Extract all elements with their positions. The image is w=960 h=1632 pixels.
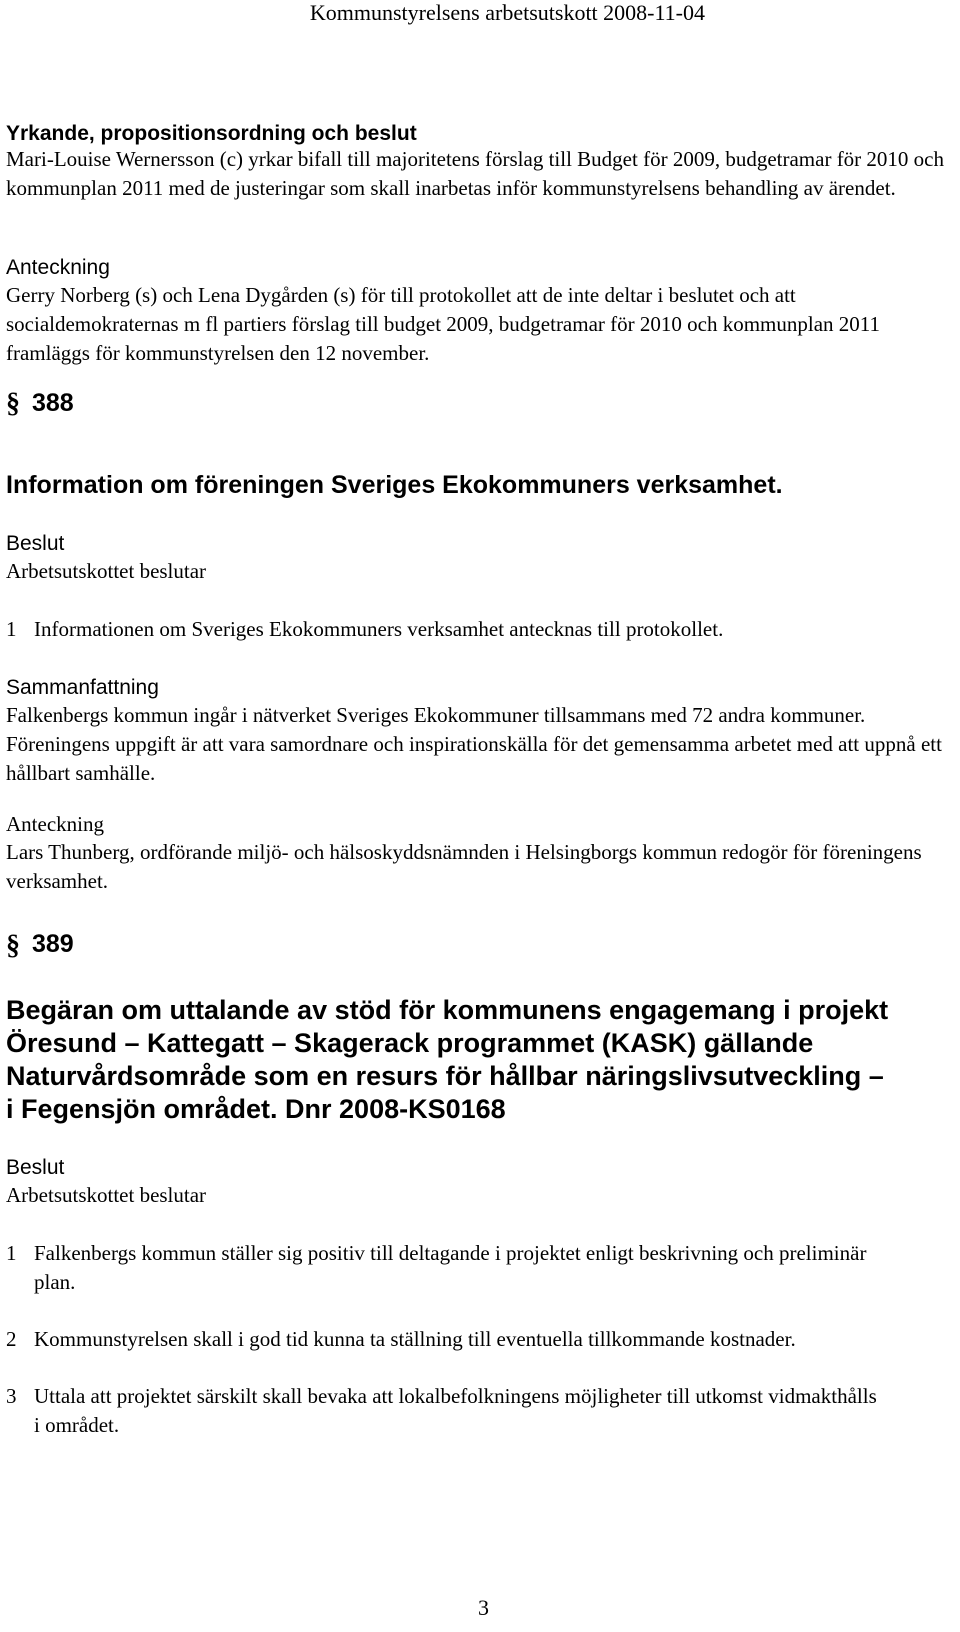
decision-item (6, 615, 954, 644)
decision-text: Kommunstyrelsen skall i god tid kunna ta ställning till eventuella tillkommande kostnader. (34, 1327, 796, 1351)
paragraph-title-389 (6, 994, 954, 1126)
title-line: i Fegensjön området. Dnr 2008-KS0168 (6, 1094, 506, 1124)
yrkande-heading: Yrkande, propositionsordning och beslut (6, 122, 417, 145)
beslut-intro-389: Arbetsutskottet beslutar (6, 1183, 207, 1207)
beslut-heading-389: Beslut (6, 1156, 65, 1179)
title-line: Begäran om uttalande av stöd för kommunens engagemang i projekt (6, 995, 889, 1025)
decision-number: 1 (6, 617, 17, 641)
anteckning-text: Gerry Norberg (s) och Lena Dygården (s) för till protokollet att de inte deltar i beslutet och att socialdemokraternas m fl partiers förslag till budget 2009, budgetramar för 2010 och kommunplan 2011 framläggs för kommunstyrelsen den 12 november. (6, 283, 881, 365)
anteckning-heading-388: Anteckning (6, 812, 104, 836)
decision-text: Informationen om Sveriges Ekokommuners verksamhet antecknas till protokollet. (34, 617, 724, 641)
sammanfattning-text: Falkenbergs kommun ingår i nätverket Sveriges Ekokommuner tillsammans med 72 andra kommuner. Föreningens uppgift är att vara samordnare och inspirationskälla för det gemensamma arbetet med att uppnå ett hållbart samhälle. (6, 703, 942, 785)
decision-text: Uttala att projektet särskilt skall bevaka att lokalbefolkningens möjligheter till utkomst vidmakthålls i området. (34, 1384, 877, 1437)
beslut-intro-388: Arbetsutskottet beslutar (6, 559, 207, 583)
anteckning-heading: Anteckning (6, 256, 110, 279)
decision-item (6, 1382, 880, 1440)
yrkande-text: Mari-Louise Wernersson (c) yrkar bifall till majoritetens förslag till Budget för 2009, budgetramar för 2010 och kommunplan 2011 med de justeringar som skall inarbetas inför kommunstyrelsens behandling av ärendet. (6, 147, 944, 200)
title-line: Naturvårdsområde som en resurs för hållbar näringslivsutveckling – (6, 1061, 884, 1091)
paragraph-number-388: 388 (32, 389, 74, 417)
beslut-heading-388: Beslut (6, 532, 65, 555)
decision-text: Falkenbergs kommun ställer sig positiv till deltagande i projektet enligt beskrivning och preliminär plan. (34, 1241, 867, 1294)
decision-number: 2 (6, 1327, 17, 1351)
decision-item (6, 1325, 954, 1354)
anteckning-text-388: Lars Thunberg, ordförande miljö- och hälsoskyddsnämnden i Helsingborgs kommun redogör för föreningens verksamhet. (6, 840, 922, 893)
paragraph-sign-388: § (6, 388, 20, 419)
decision-number: 3 (6, 1384, 17, 1408)
decision-number: 1 (6, 1241, 17, 1265)
running-header: Kommunstyrelsens arbetsutskott 2008-11-04 (309, 0, 705, 25)
sammanfattning-heading: Sammanfattning (6, 676, 159, 699)
decision-item (6, 1239, 900, 1297)
paragraph-number-389: 389 (32, 930, 74, 958)
paragraph-sign-389: § (6, 930, 20, 961)
page-number: 3 (478, 1595, 489, 1620)
paragraph-title-388: Information om föreningen Sveriges Ekokommuners verksamhet. (6, 471, 783, 499)
title-line: Öresund – Kattegatt – Skagerack programmet (KASK) gällande (6, 1028, 814, 1058)
